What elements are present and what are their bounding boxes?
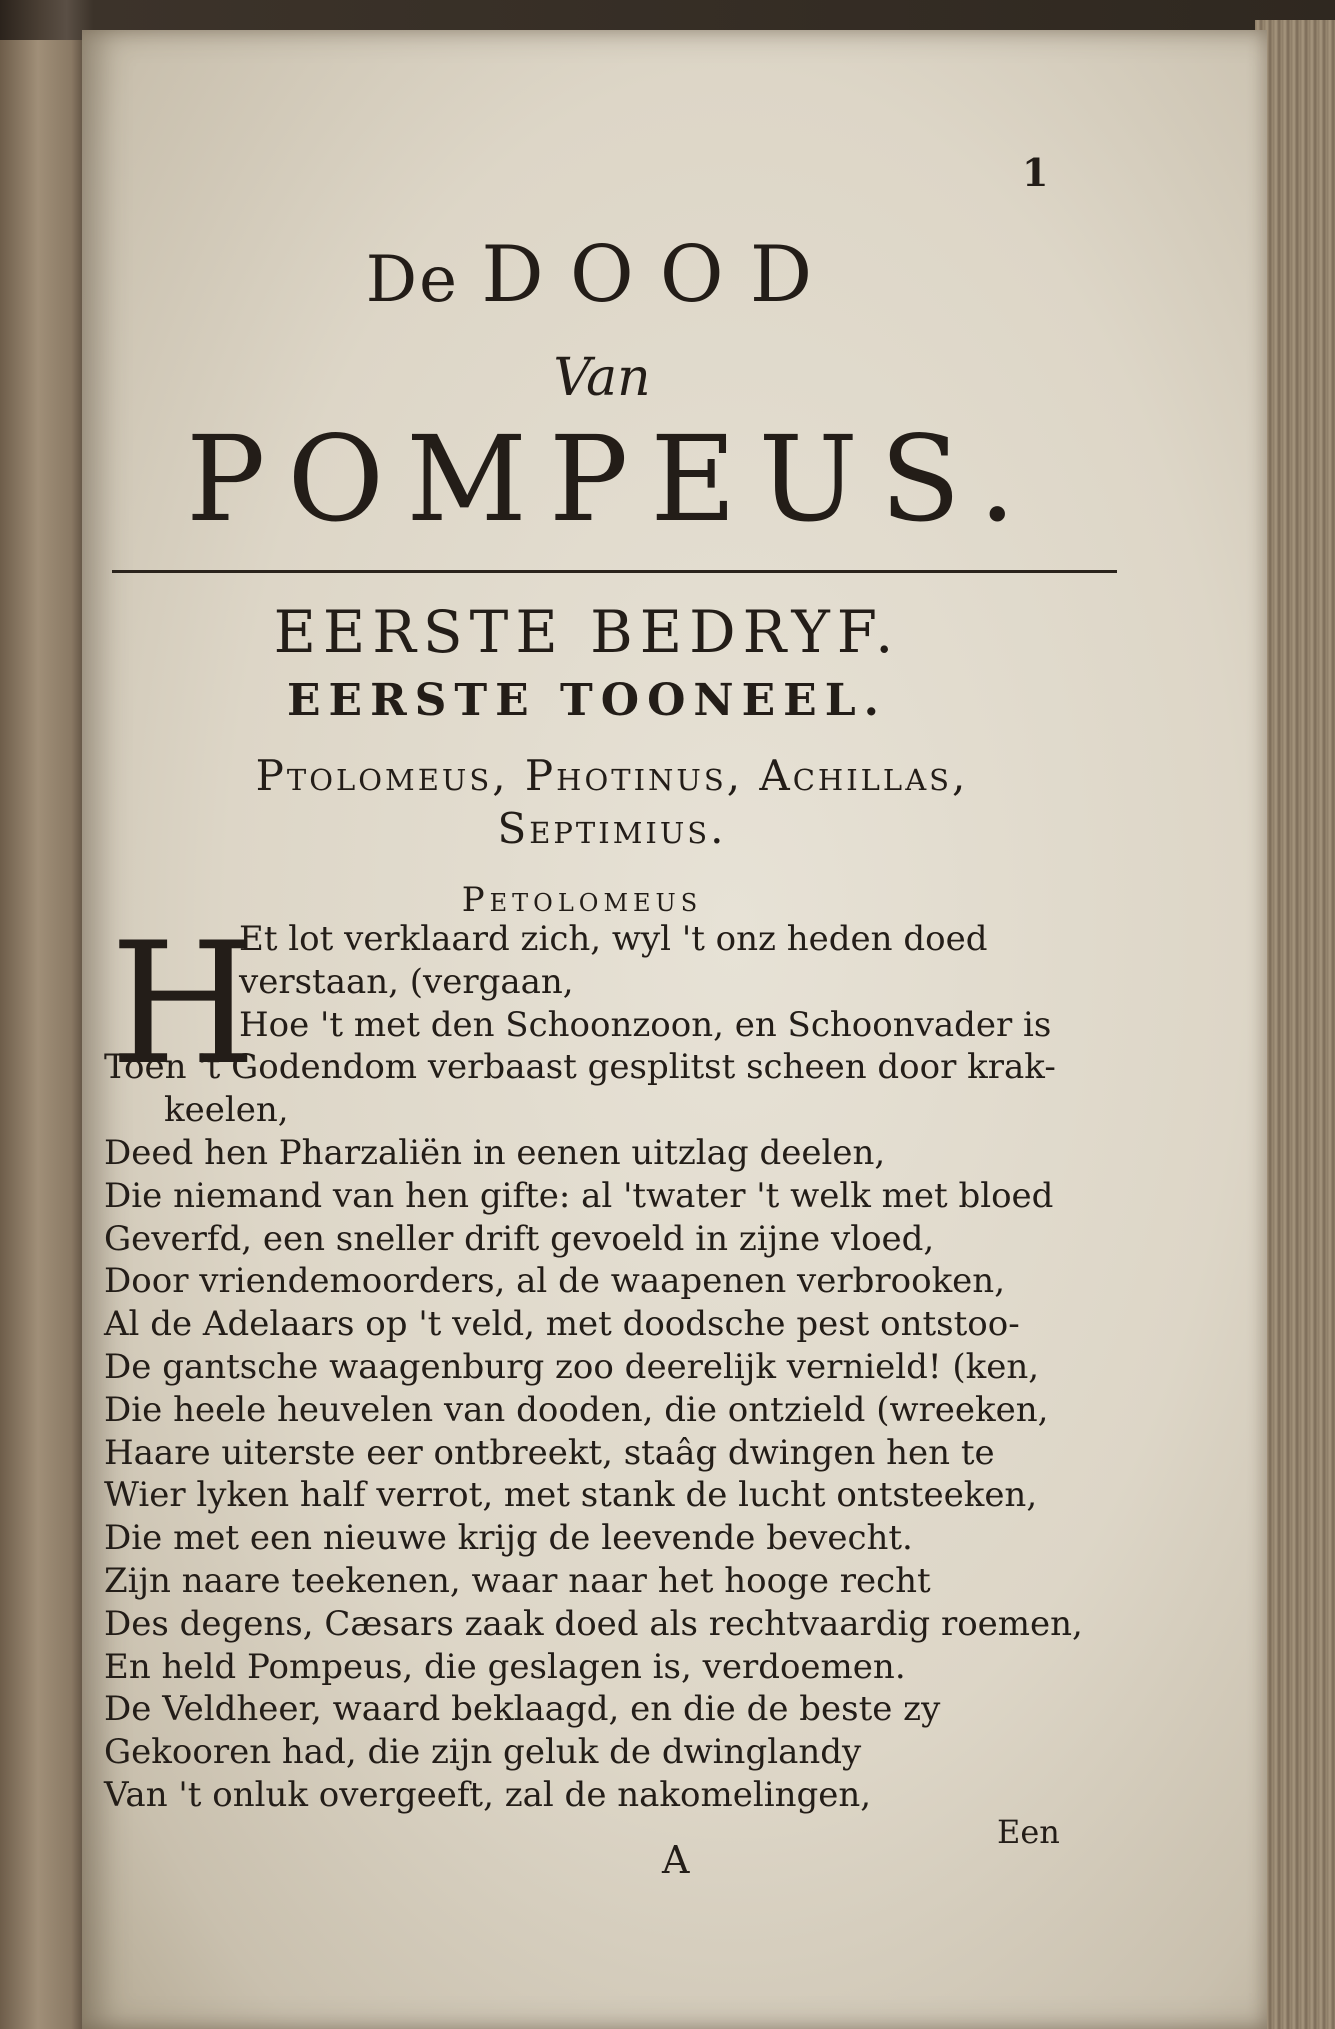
verse-line: Wier lyken half verrot, met stank de lucht ontsteeken, xyxy=(104,1475,1038,1516)
verse-line: Haare uiterste eer ontbreekt, staâg dwingen hen te xyxy=(104,1432,995,1473)
verse-line: En held Pompeus, die geslagen is, verdoemen. xyxy=(104,1646,906,1687)
title-van: Van xyxy=(553,348,651,408)
title-de: De xyxy=(365,243,459,317)
verse-line: Hoe 't met den Schoonzoon, en Schoonvader is xyxy=(239,1004,1052,1045)
verse-line: De gantsche waagenburg zoo deerelijk vernield! (ken, xyxy=(104,1346,1040,1387)
character-line: Ptolomeus, Photinus, Achillas, xyxy=(255,751,969,800)
verse-line: De Veldheer, waard beklaagd, en die de beste zy xyxy=(104,1689,941,1730)
verse-line: Toen 't Godendom verbaast gesplitst scheen door krak- xyxy=(104,1047,1056,1088)
verse-text xyxy=(104,906,1114,1817)
character-list xyxy=(112,750,1112,855)
catchword: Een xyxy=(997,1813,1060,1851)
verse-line: keelen, xyxy=(164,1090,289,1131)
verse-line: Zijn naare teekenen, waar naar het hooge recht xyxy=(104,1560,931,1601)
verse-line: Geverfd, een sneller drift gevoeld in zijne vloed, xyxy=(104,1218,935,1259)
verse-line: Al de Adelaars op 't veld, met doodsche pest ontstoo- xyxy=(104,1304,1020,1345)
page-number: 1 xyxy=(1022,150,1049,195)
title-rule-right xyxy=(582,570,1117,573)
verse-line: verstaan, (vergaan, xyxy=(239,961,574,1002)
verse-line: Gekooren had, die zijn geluk de dwinglandy xyxy=(104,1732,862,1773)
title-pompeus: POMPEUS. xyxy=(185,410,1039,548)
speaker-name: Petolomeus xyxy=(461,880,703,920)
title-line-1 xyxy=(82,230,1122,320)
page-fore-edge xyxy=(1255,20,1335,2029)
verse-line: Die met een nieuwe krijg de leevende bevecht. xyxy=(104,1518,913,1559)
verse-line: Deed hen Pharzaliën in eenen uitzlag deelen, xyxy=(104,1132,886,1173)
verse-line: Die heele heuvelen van dooden, die ontzield (wreeken, xyxy=(104,1389,1049,1430)
verse-line: Et lot verklaard zich, wyl 't onz heden doed xyxy=(239,919,988,959)
verse-line: Van 't onluk overgeeft, zal de nakomelingen, xyxy=(104,1774,872,1815)
title-dood: DOOD xyxy=(481,230,839,320)
left-page-edge xyxy=(0,40,95,2029)
act-heading: EERSTE BEDRYF. xyxy=(273,598,901,666)
verse-line: Des degens, Cæsars zaak doed als rechtvaardig roemen, xyxy=(104,1603,1083,1644)
verse-line: Die niemand van hen gifte: al 'twater 't welk met bloed xyxy=(104,1175,1054,1216)
verse-line: Door vriendemoorders, al de waapenen verbrooken, xyxy=(104,1261,1005,1302)
character-line: Septimius. xyxy=(497,803,727,853)
drop-cap: H xyxy=(110,906,257,1102)
book-page xyxy=(82,30,1267,2029)
signature-mark: A xyxy=(662,1838,690,1882)
scene-heading: EERSTE TOONEEL. xyxy=(287,675,887,726)
title-rule-left xyxy=(112,570,592,573)
